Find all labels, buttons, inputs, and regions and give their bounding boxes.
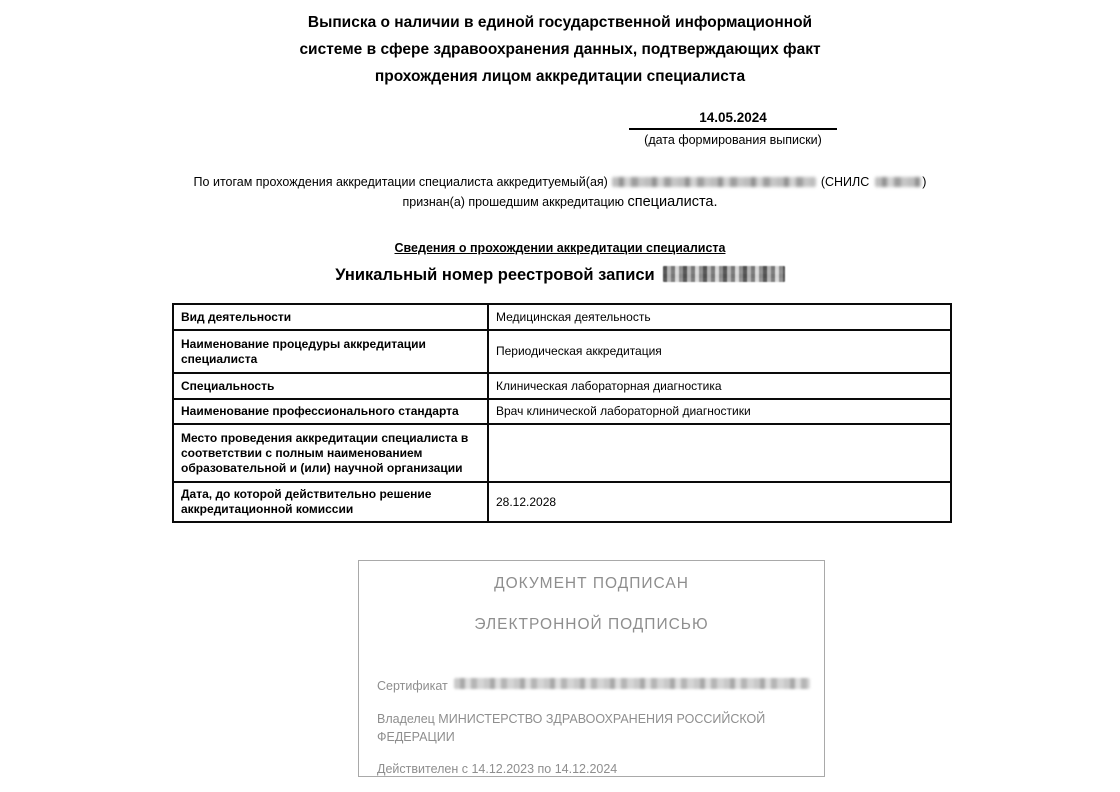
row-value: Медицинская деятельность — [488, 304, 951, 330]
intro-line-2 — [0, 192, 1120, 212]
row-value: 28.12.2028 — [488, 482, 951, 522]
owner-line: Владелец МИНИСТЕРСТВО ЗДРАВООХРАНЕНИЯ РОССИЙСКОЙ ФЕДЕРАЦИИ — [377, 712, 766, 744]
page-title — [0, 9, 1120, 90]
page-title-line-2: системе в сфере здравоохранения данных, подтверждающих факт — [299, 41, 821, 58]
row-value: Периодическая аккредитация — [488, 330, 951, 373]
validity-line: Действителен с 14.12.2023 по 14.12.2024 — [377, 762, 618, 776]
signature-title-line-1: ДОКУМЕНТ ПОДПИСАН — [494, 575, 689, 592]
row-value: Врач клинической лабораторной диагностики — [488, 399, 951, 424]
redacted-person-name — [612, 177, 816, 187]
intro-text-emphasis: специалиста. — [627, 194, 718, 210]
table-row — [173, 482, 951, 522]
formation-date: 14.05.2024 — [629, 110, 837, 130]
signature-title-line-2: ЭЛЕКТРОННОЙ ПОДПИСЬЮ — [474, 616, 709, 633]
row-label: Вид деятельности — [173, 304, 488, 330]
row-label: Наименование профессионального стандарта — [173, 399, 488, 424]
page-title-line-1: Выписка о наличии в единой государственной информационной — [307, 14, 813, 31]
row-value: Клиническая лабораторная диагностика — [488, 373, 951, 399]
snils-paren-close: ) — [922, 175, 927, 189]
registry-number-label: Уникальный номер реестровой записи — [335, 266, 655, 284]
certificate-line — [377, 677, 808, 695]
table-row — [173, 399, 951, 424]
row-label: Дата, до которой действительно решение аккредитационной комиссии — [173, 482, 488, 522]
row-label: Наименование процедуры аккредитации специалиста — [173, 330, 488, 373]
accreditation-table — [172, 303, 952, 523]
formation-date-block — [629, 110, 837, 147]
row-label: Место проведения аккредитации специалиста в соответствии с полным наименованием образовательной и (или) научной организации — [173, 424, 488, 482]
intro-text-part1: По итогам прохождения аккредитации специалиста аккредитуемый(ая) — [193, 175, 608, 189]
table-row — [173, 304, 951, 330]
registry-number-line — [0, 266, 1120, 285]
table-row — [173, 373, 951, 399]
intro-text-part2: признан(а) прошедшим аккредитацию — [402, 195, 625, 209]
section-heading: Сведения о прохождении аккредитации специалиста — [394, 241, 726, 255]
table-row — [173, 424, 951, 482]
row-label: Специальность — [173, 373, 488, 399]
certificate-label: Сертификат — [377, 679, 448, 693]
page-title-line-3: прохождения лицом аккредитации специалиста — [374, 68, 746, 85]
signature-box — [358, 560, 825, 777]
intro-paragraph — [0, 172, 1120, 212]
intro-line-1 — [0, 172, 1120, 192]
redacted-registry-number — [663, 266, 785, 282]
redacted-snils-number — [875, 177, 921, 187]
table-row — [173, 330, 951, 373]
formation-date-caption: (дата формирования выписки) — [644, 133, 822, 147]
snils-label: (СНИЛС — [820, 175, 870, 189]
redacted-certificate-number — [454, 678, 810, 689]
row-value — [488, 424, 951, 482]
